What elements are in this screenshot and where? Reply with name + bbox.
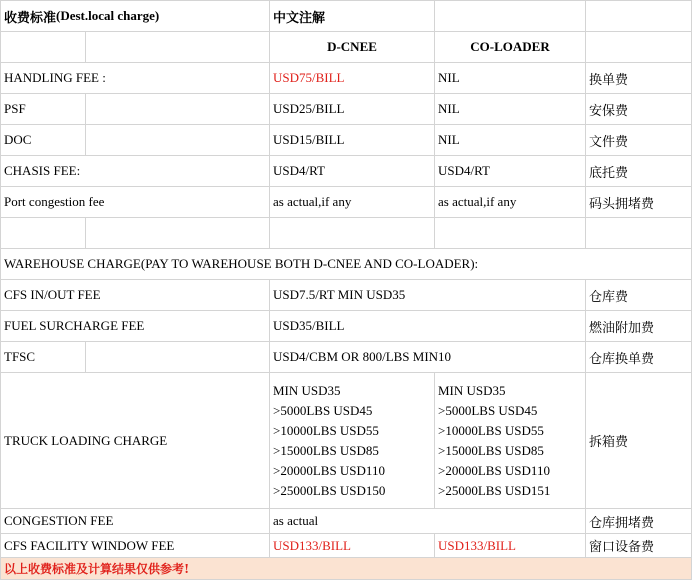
- spacer-e: [586, 218, 692, 249]
- row-handling-cn: 换单费: [586, 63, 692, 94]
- row-truck-item: TRUCK LOADING CHARGE: [0, 373, 270, 509]
- row-psf-cn: 安保费: [586, 94, 692, 125]
- spacer-a: [0, 218, 86, 249]
- truck-coloader-line: >5000LBS USD45: [438, 402, 538, 418]
- truck-dcnee-line: MIN USD35: [273, 382, 341, 398]
- column-coloader: CO-LOADER: [435, 32, 586, 63]
- row-doc-dcnee: USD15/BILL: [270, 125, 435, 156]
- row-tfsc-empty: [86, 342, 270, 373]
- spacer-b: [86, 218, 270, 249]
- warehouse-section-heading: WAREHOUSE CHARGE(PAY TO WAREHOUSE BOTH D-CNEE AND CO-LOADER):: [0, 249, 692, 280]
- row-tfsc-cn: 仓库换单费: [586, 342, 692, 373]
- spacer-d: [435, 218, 586, 249]
- row-handling-dcnee: USD75/BILL: [270, 63, 435, 94]
- row-truck-dcnee: [270, 373, 435, 509]
- row-cfs-value: USD7.5/RT MIN USD35: [270, 280, 586, 311]
- truck-coloader-line: >15000LBS USD85: [438, 442, 544, 458]
- row-window-item: CFS FACILITY WINDOW FEE: [0, 534, 270, 558]
- truck-dcnee-line: >5000LBS USD45: [273, 402, 373, 418]
- row-chasis-coloader: USD4/RT: [435, 156, 586, 187]
- row-congestion-item: CONGESTION FEE: [0, 509, 270, 534]
- row-handling-coloader: NIL: [435, 63, 586, 94]
- row-port-dcnee: as actual,if any: [270, 187, 435, 218]
- row-window-coloader: USD133/BILL: [435, 534, 586, 558]
- truck-dcnee-line: >10000LBS USD55: [273, 422, 379, 438]
- subhead-empty-b: [86, 32, 270, 63]
- truck-coloader-line: >10000LBS USD55: [438, 422, 544, 438]
- row-handling-item: HANDLING FEE :: [0, 63, 270, 94]
- row-fuel-value: USD35/BILL: [270, 311, 586, 342]
- footer-note: 以上收费标准及计算结果仅供参考!: [0, 558, 692, 580]
- header-notes: 中文注解: [270, 0, 435, 32]
- row-chasis-cn: 底托费: [586, 156, 692, 187]
- row-doc-coloader: NIL: [435, 125, 586, 156]
- row-cfs-item: CFS IN/OUT FEE: [0, 280, 270, 311]
- row-psf-item: PSF: [0, 94, 86, 125]
- truck-dcnee-line: >20000LBS USD110: [273, 462, 385, 478]
- row-chasis-item: CHASIS FEE:: [0, 156, 270, 187]
- row-congestion-cn: 仓库拥堵费: [586, 509, 692, 534]
- row-doc-empty: [86, 125, 270, 156]
- row-window-dcnee: USD133/BILL: [270, 534, 435, 558]
- row-psf-empty: [86, 94, 270, 125]
- truck-coloader-line: >25000LBS USD151: [438, 482, 551, 498]
- subhead-empty-d: [586, 32, 692, 63]
- row-truck-coloader: [435, 373, 586, 509]
- truck-dcnee-line: >25000LBS USD150: [273, 482, 386, 498]
- row-tfsc-item: TFSC: [0, 342, 86, 373]
- row-chasis-dcnee: USD4/RT: [270, 156, 435, 187]
- row-tfsc-value: USD4/CBM OR 800/LBS MIN10: [270, 342, 586, 373]
- header-title-cn: 收费标准: [4, 10, 57, 26]
- truck-coloader-line: MIN USD35: [438, 382, 506, 398]
- row-congestion-value: as actual: [270, 509, 586, 534]
- spacer-c: [270, 218, 435, 249]
- row-window-cn: 窗口设备费: [586, 534, 692, 558]
- row-port-cn: 码头拥堵费: [586, 187, 692, 218]
- row-port-coloader: as actual,if any: [435, 187, 586, 218]
- column-dcnee: D-CNEE: [270, 32, 435, 63]
- row-fuel-item: FUEL SURCHARGE FEE: [0, 311, 270, 342]
- header-title: [0, 0, 270, 32]
- row-psf-dcnee: USD25/BILL: [270, 94, 435, 125]
- truck-coloader-line: >20000LBS USD110: [438, 462, 550, 478]
- header-empty-d: [586, 0, 692, 32]
- row-port-item: Port congestion fee: [0, 187, 270, 218]
- header-title-en: (Dest.local charge): [56, 8, 160, 23]
- row-psf-coloader: NIL: [435, 94, 586, 125]
- row-fuel-cn: 燃油附加费: [586, 311, 692, 342]
- truck-dcnee-line: >15000LBS USD85: [273, 442, 379, 458]
- row-cfs-cn: 仓库费: [586, 280, 692, 311]
- row-doc-item: DOC: [0, 125, 86, 156]
- header-empty-c: [435, 0, 586, 32]
- row-truck-cn: 拆箱费: [586, 373, 692, 509]
- row-doc-cn: 文件费: [586, 125, 692, 156]
- subhead-empty-a: [0, 32, 86, 63]
